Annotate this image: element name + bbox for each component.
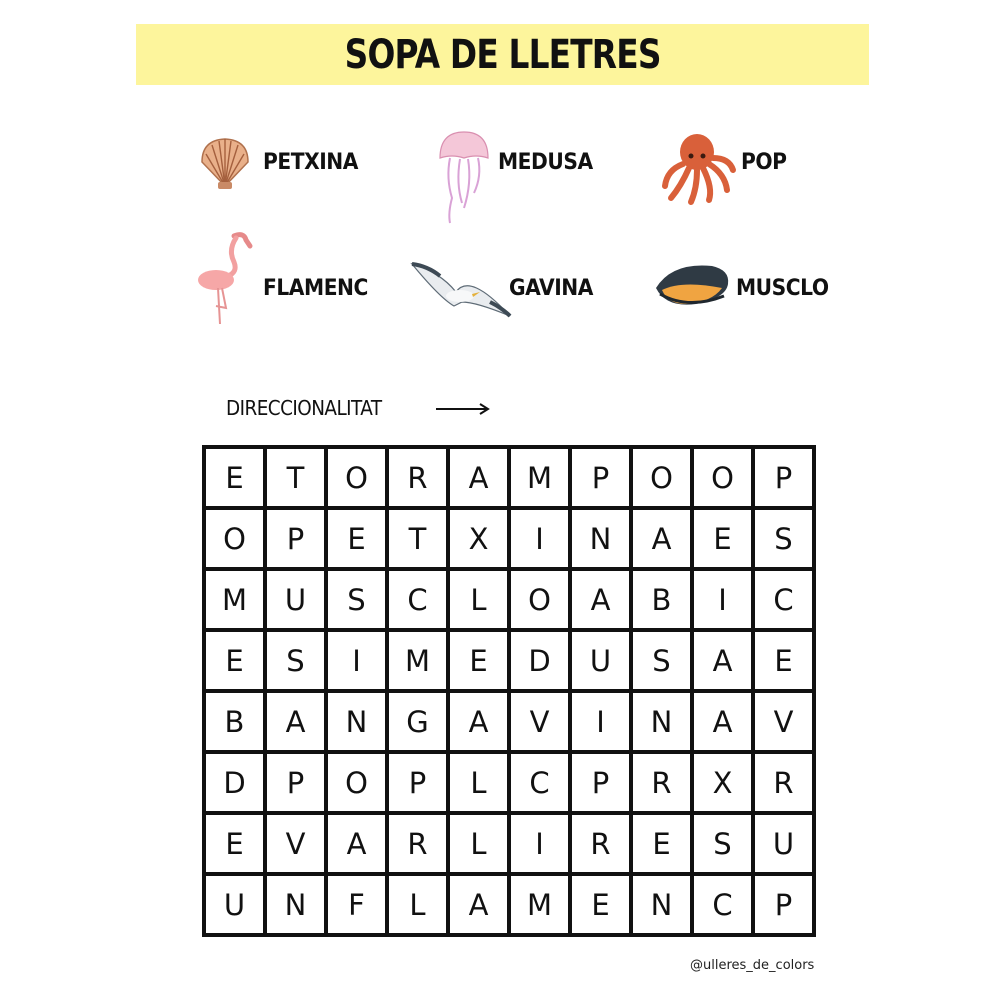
grid-cell[interactable]: B bbox=[633, 571, 690, 628]
grid-cell[interactable]: M bbox=[389, 632, 446, 689]
grid-cell[interactable]: P bbox=[389, 754, 446, 811]
grid-cell[interactable]: I bbox=[572, 693, 629, 750]
octopus-icon bbox=[657, 128, 737, 208]
grid-cell[interactable]: I bbox=[511, 510, 568, 567]
grid-cell[interactable]: I bbox=[328, 632, 385, 689]
grid-cell[interactable]: A bbox=[694, 693, 751, 750]
grid-cell[interactable]: A bbox=[694, 632, 751, 689]
word-item-gavina bbox=[509, 276, 600, 301]
grid-cell[interactable]: A bbox=[450, 693, 507, 750]
grid-cell[interactable]: D bbox=[511, 632, 568, 689]
grid-cell[interactable]: N bbox=[633, 693, 690, 750]
seagull-icon bbox=[410, 258, 514, 324]
grid-cell[interactable]: I bbox=[694, 571, 751, 628]
grid-cell[interactable]: A bbox=[572, 571, 629, 628]
grid-cell[interactable]: R bbox=[389, 815, 446, 872]
letter-grid bbox=[202, 445, 816, 937]
word-item-flamenc bbox=[263, 276, 377, 301]
word-label-pop: POP bbox=[741, 150, 787, 175]
grid-cell[interactable]: C bbox=[389, 571, 446, 628]
grid-cell[interactable]: G bbox=[389, 693, 446, 750]
grid-cell[interactable]: O bbox=[511, 571, 568, 628]
direction-label: DIRECCIONALITAT bbox=[226, 396, 382, 420]
grid-cell[interactable]: O bbox=[694, 449, 751, 506]
word-item-petxina bbox=[263, 150, 366, 175]
grid-cell[interactable]: M bbox=[511, 876, 568, 933]
word-label-gavina: GAVINA bbox=[509, 276, 593, 301]
grid-cell[interactable]: R bbox=[633, 754, 690, 811]
grid-cell[interactable]: A bbox=[633, 510, 690, 567]
word-label-flamenc: FLAMENC bbox=[263, 276, 368, 301]
grid-cell[interactable]: I bbox=[511, 815, 568, 872]
grid-cell[interactable]: P bbox=[572, 449, 629, 506]
grid-cell[interactable]: O bbox=[328, 449, 385, 506]
grid-cell[interactable]: P bbox=[572, 754, 629, 811]
grid-cell[interactable]: S bbox=[633, 632, 690, 689]
direction-hint bbox=[226, 396, 395, 420]
word-label-medusa: MEDUSA bbox=[498, 150, 593, 175]
page-title: SOPA DE LLETRES bbox=[344, 31, 661, 78]
title-banner bbox=[136, 24, 869, 85]
grid-cell[interactable]: P bbox=[755, 876, 812, 933]
grid-cell[interactable]: S bbox=[267, 632, 324, 689]
grid-cell[interactable]: E bbox=[572, 876, 629, 933]
grid-cell[interactable]: S bbox=[328, 571, 385, 628]
grid-cell[interactable]: L bbox=[450, 754, 507, 811]
word-item-musclo bbox=[736, 276, 837, 301]
grid-cell[interactable]: O bbox=[328, 754, 385, 811]
jellyfish-icon bbox=[434, 128, 494, 228]
grid-cell[interactable]: A bbox=[450, 449, 507, 506]
grid-cell[interactable]: O bbox=[206, 510, 263, 567]
grid-cell[interactable]: U bbox=[267, 571, 324, 628]
grid-cell[interactable]: U bbox=[572, 632, 629, 689]
grid-cell[interactable]: A bbox=[328, 815, 385, 872]
grid-cell[interactable]: E bbox=[206, 449, 263, 506]
grid-cell[interactable]: T bbox=[389, 510, 446, 567]
grid-cell[interactable]: E bbox=[328, 510, 385, 567]
grid-cell[interactable]: D bbox=[206, 754, 263, 811]
grid-cell[interactable]: E bbox=[450, 632, 507, 689]
grid-cell[interactable]: C bbox=[694, 876, 751, 933]
mussel-icon bbox=[652, 258, 732, 312]
grid-cell[interactable]: N bbox=[267, 876, 324, 933]
grid-cell[interactable]: S bbox=[755, 510, 812, 567]
grid-cell[interactable]: R bbox=[755, 754, 812, 811]
grid-cell[interactable]: X bbox=[694, 754, 751, 811]
grid-cell[interactable]: R bbox=[572, 815, 629, 872]
author-credit: @ulleres_de_colors bbox=[690, 958, 815, 973]
grid-cell[interactable]: M bbox=[206, 571, 263, 628]
grid-cell[interactable]: U bbox=[206, 876, 263, 933]
grid-cell[interactable]: F bbox=[328, 876, 385, 933]
right-arrow-icon bbox=[436, 401, 490, 417]
word-item-pop bbox=[741, 150, 790, 175]
flamingo-icon bbox=[194, 228, 256, 328]
grid-cell[interactable]: O bbox=[633, 449, 690, 506]
grid-cell[interactable]: E bbox=[633, 815, 690, 872]
grid-cell[interactable]: V bbox=[755, 693, 812, 750]
grid-cell[interactable]: T bbox=[267, 449, 324, 506]
grid-cell[interactable]: V bbox=[511, 693, 568, 750]
grid-cell[interactable]: X bbox=[450, 510, 507, 567]
grid-cell[interactable]: E bbox=[694, 510, 751, 567]
word-item-medusa bbox=[498, 150, 601, 175]
grid-cell[interactable]: S bbox=[694, 815, 751, 872]
grid-cell[interactable]: L bbox=[450, 571, 507, 628]
grid-cell[interactable]: P bbox=[755, 449, 812, 506]
word-label-petxina: PETXINA bbox=[263, 150, 358, 175]
grid-cell[interactable]: N bbox=[572, 510, 629, 567]
grid-cell[interactable]: R bbox=[389, 449, 446, 506]
grid-cell[interactable]: C bbox=[755, 571, 812, 628]
grid-cell[interactable]: A bbox=[450, 876, 507, 933]
grid-cell[interactable]: E bbox=[206, 815, 263, 872]
grid-cell[interactable]: M bbox=[511, 449, 568, 506]
grid-cell[interactable]: L bbox=[389, 876, 446, 933]
grid-cell[interactable]: B bbox=[206, 693, 263, 750]
grid-cell[interactable]: V bbox=[267, 815, 324, 872]
grid-cell[interactable]: N bbox=[328, 693, 385, 750]
grid-cell[interactable]: E bbox=[206, 632, 263, 689]
grid-cell[interactable]: P bbox=[267, 510, 324, 567]
shell-icon bbox=[196, 134, 254, 192]
grid-cell[interactable]: U bbox=[755, 815, 812, 872]
grid-cell[interactable]: L bbox=[450, 815, 507, 872]
grid-cell[interactable]: P bbox=[267, 754, 324, 811]
grid-cell[interactable]: N bbox=[633, 876, 690, 933]
grid-cell[interactable]: A bbox=[267, 693, 324, 750]
grid-cell[interactable]: C bbox=[511, 754, 568, 811]
word-label-musclo: MUSCLO bbox=[736, 276, 829, 301]
grid-cell[interactable]: E bbox=[755, 632, 812, 689]
